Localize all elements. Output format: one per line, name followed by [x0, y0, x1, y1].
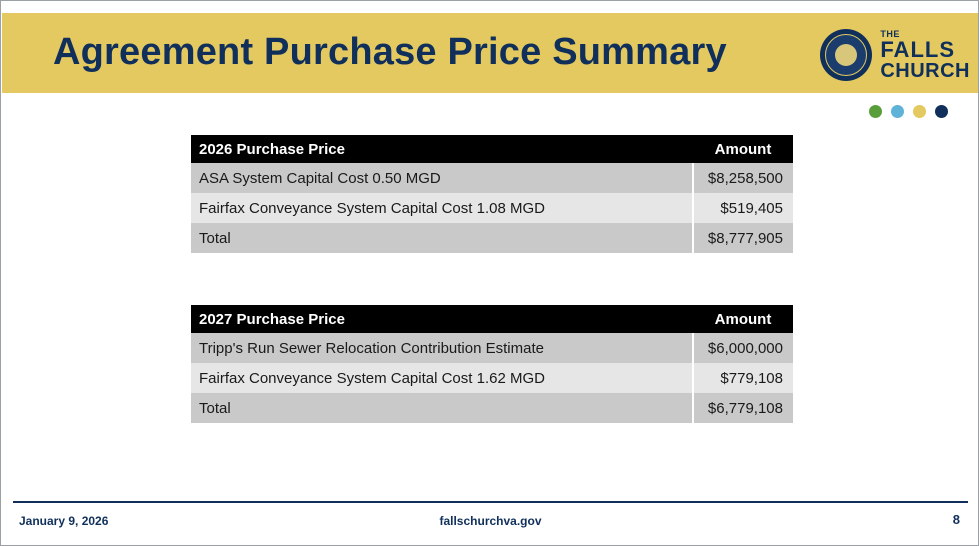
footer-divider	[13, 501, 968, 503]
row-amount: $8,777,905	[693, 223, 793, 253]
dot-lightblue	[891, 105, 904, 118]
row-amount: $6,779,108	[693, 393, 793, 423]
footer-page-number: 8	[952, 512, 960, 527]
table-row-total	[191, 223, 793, 253]
row-amount: $519,405	[693, 193, 793, 223]
purchase-price-table-2026	[191, 135, 793, 253]
table-row	[191, 193, 793, 223]
table-header-amount: Amount	[693, 135, 793, 163]
table-header-label: 2026 Purchase Price	[191, 135, 693, 163]
row-label: Fairfax Conveyance System Capital Cost 1.08 MGD	[191, 193, 693, 223]
logo-church: CHURCH	[880, 59, 970, 82]
city-seal-inner	[825, 34, 867, 76]
row-amount: $8,258,500	[693, 163, 793, 193]
logo-the: THE	[880, 28, 900, 39]
table-header-label: 2027 Purchase Price	[191, 305, 693, 333]
logo-wordmark	[880, 30, 970, 81]
table-row-total	[191, 393, 793, 423]
city-seal-core	[835, 44, 857, 66]
table-row	[191, 163, 793, 193]
row-label: Fairfax Conveyance System Capital Cost 1.62 MGD	[191, 363, 693, 393]
row-amount: $779,108	[693, 363, 793, 393]
dot-yellow	[913, 105, 926, 118]
table-row	[191, 333, 793, 363]
dot-navy	[935, 105, 948, 118]
row-label: Total	[191, 223, 693, 253]
city-logo	[820, 29, 970, 81]
table-header-row	[191, 305, 793, 333]
city-seal-icon	[820, 29, 872, 81]
row-label: Total	[191, 393, 693, 423]
table-row	[191, 363, 793, 393]
dot-green	[869, 105, 882, 118]
row-label: ASA System Capital Cost 0.50 MGD	[191, 163, 693, 193]
table-header-row	[191, 135, 793, 163]
footer-date: January 9, 2026	[19, 514, 109, 528]
page-title: Agreement Purchase Price Summary	[53, 31, 727, 73]
row-label: Tripp's Run Sewer Relocation Contribution Estimate	[191, 333, 693, 363]
table-header-amount: Amount	[693, 305, 793, 333]
row-amount: $6,000,000	[693, 333, 793, 363]
logo-falls: FALLS	[880, 36, 955, 62]
purchase-price-table-2027	[191, 305, 793, 423]
footer-website: fallschurchva.gov	[439, 514, 542, 528]
decorative-dots	[869, 105, 948, 118]
